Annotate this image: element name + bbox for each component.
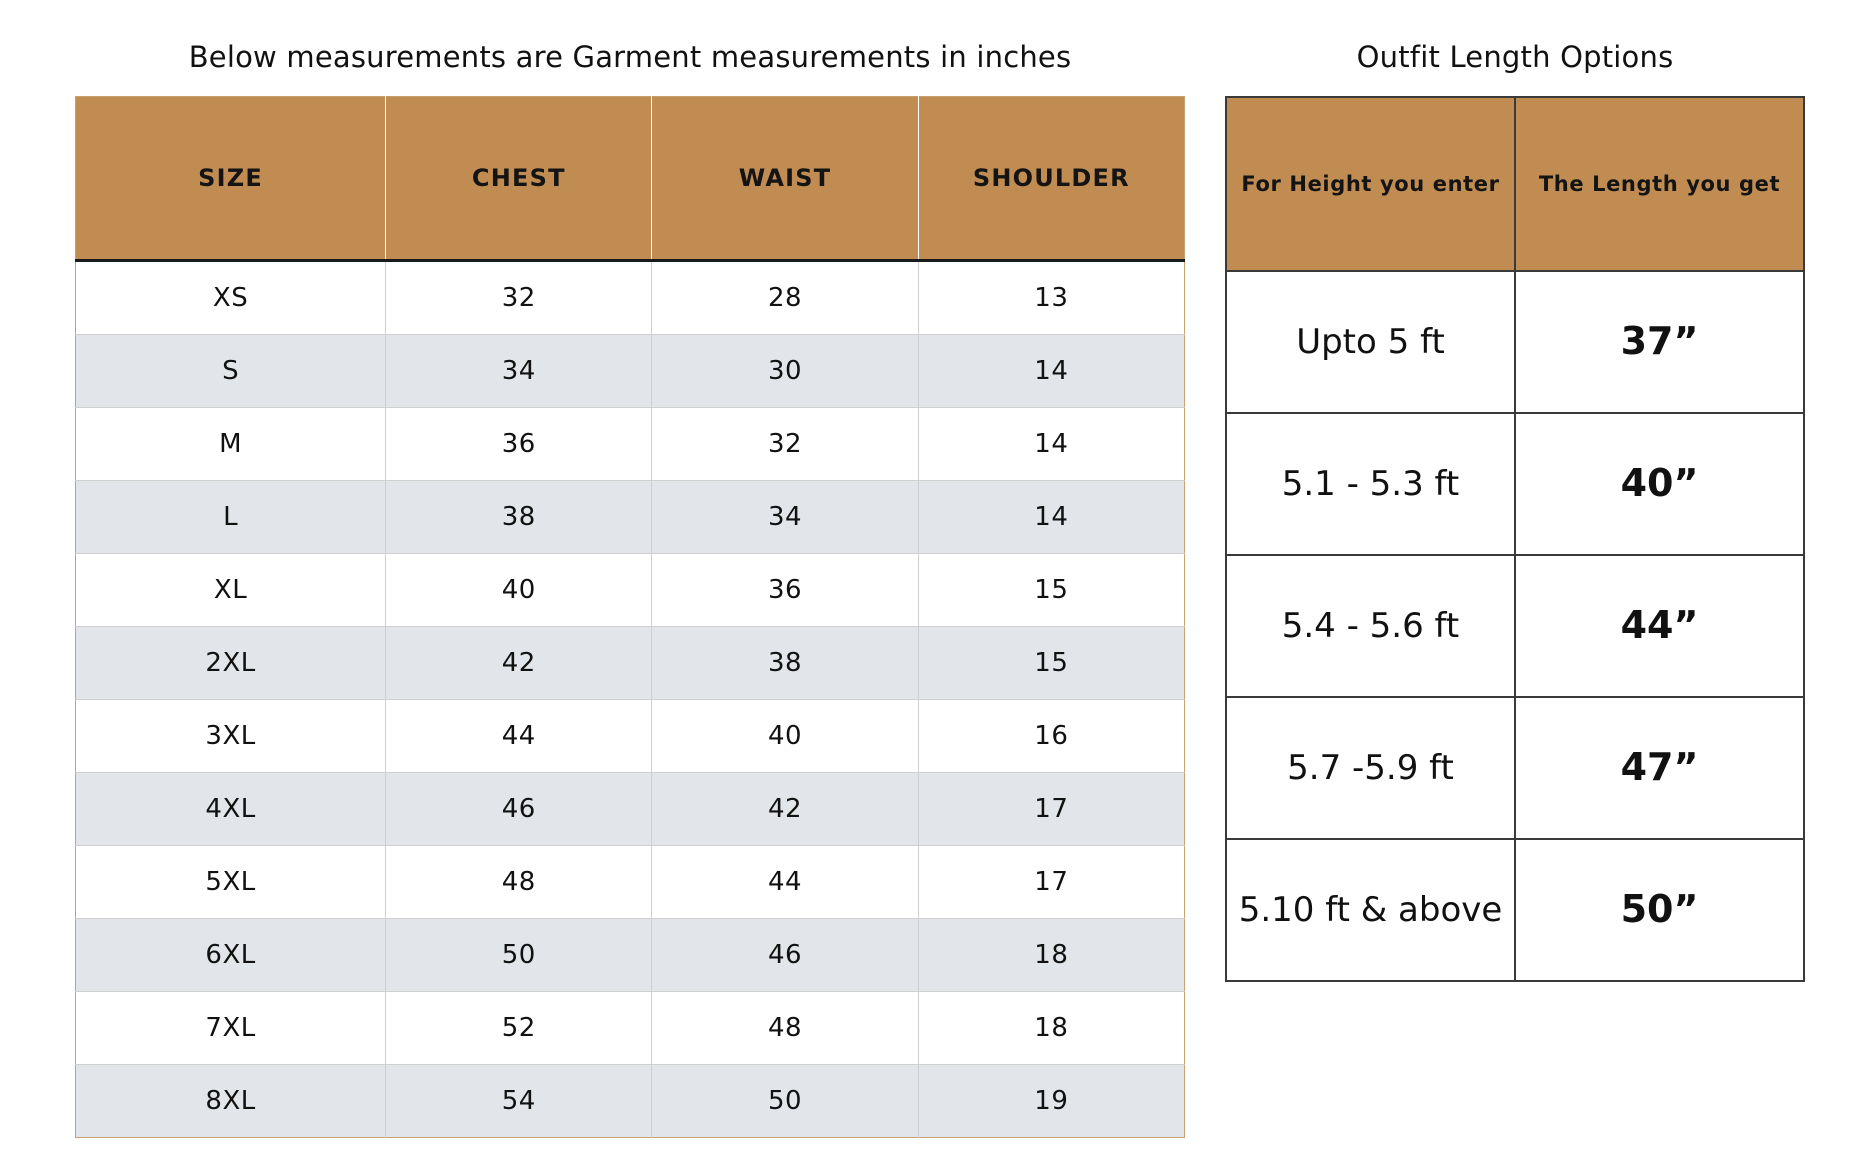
cell-size: S (76, 335, 386, 408)
table-row (76, 919, 1185, 992)
cell-chest: 44 (386, 700, 652, 773)
cell-size: 4XL (76, 773, 386, 846)
table-header-row (76, 97, 1185, 261)
column-header-length: The Length you get (1515, 97, 1804, 271)
cell-shoulder: 18 (918, 919, 1184, 992)
cell-size: 6XL (76, 919, 386, 992)
cell-shoulder: 13 (918, 261, 1184, 335)
cell-chest: 52 (386, 992, 652, 1065)
cell-size: 3XL (76, 700, 386, 773)
cell-shoulder: 14 (918, 335, 1184, 408)
garment-measurements-title: Below measurements are Garment measurements in inches (188, 40, 1072, 74)
cell-chest: 48 (386, 846, 652, 919)
cell-length: 44” (1515, 555, 1804, 697)
cell-shoulder: 16 (918, 700, 1184, 773)
table-row (76, 992, 1185, 1065)
cell-chest: 50 (386, 919, 652, 992)
table-row (1226, 555, 1804, 697)
cell-waist: 42 (652, 773, 918, 846)
table-row (1226, 413, 1804, 555)
table-row (76, 554, 1185, 627)
column-header-size: SIZE (76, 97, 386, 261)
cell-waist: 48 (652, 992, 918, 1065)
cell-waist: 46 (652, 919, 918, 992)
outfit-table-header (1226, 97, 1804, 271)
cell-size: M (76, 408, 386, 481)
column-header-waist: WAIST (652, 97, 918, 261)
cell-waist: 40 (652, 700, 918, 773)
cell-chest: 40 (386, 554, 652, 627)
cell-length: 40” (1515, 413, 1804, 555)
cell-shoulder: 19 (918, 1065, 1184, 1138)
table-row (76, 408, 1185, 481)
cell-height: Upto 5 ft (1226, 271, 1515, 413)
table-row (1226, 697, 1804, 839)
table-row (76, 1065, 1185, 1138)
table-row (76, 335, 1185, 408)
table-row (76, 481, 1185, 554)
cell-waist: 44 (652, 846, 918, 919)
column-header-height: For Height you enter (1226, 97, 1515, 271)
cell-size: XS (76, 261, 386, 335)
cell-size: XL (76, 554, 386, 627)
cell-size: L (76, 481, 386, 554)
table-row (76, 700, 1185, 773)
cell-height: 5.10 ft & above (1226, 839, 1515, 981)
cell-chest: 34 (386, 335, 652, 408)
table-row (76, 261, 1185, 335)
cell-chest: 54 (386, 1065, 652, 1138)
cell-waist: 34 (652, 481, 918, 554)
cell-shoulder: 17 (918, 773, 1184, 846)
outfit-length-table (1225, 96, 1805, 982)
cell-height: 5.1 - 5.3 ft (1226, 413, 1515, 555)
cell-chest: 42 (386, 627, 652, 700)
table-row (76, 627, 1185, 700)
table-header-row (1226, 97, 1804, 271)
outfit-table-body (1226, 271, 1804, 981)
cell-length: 50” (1620, 887, 1699, 932)
garment-table-body (76, 261, 1185, 1138)
cell-length: 47” (1515, 697, 1804, 839)
cell-waist: 32 (652, 408, 918, 481)
cell-waist: 30 (652, 335, 918, 408)
cell-shoulder: 14 (918, 408, 1184, 481)
column-header-chest: CHEST (386, 97, 652, 261)
cell-shoulder: 14 (918, 481, 1184, 554)
cell-shoulder: 17 (918, 846, 1184, 919)
garment-measurements-panel (75, 40, 1185, 1138)
cell-size: 7XL (76, 992, 386, 1065)
cell-shoulder: 15 (918, 627, 1184, 700)
cell-size: 5XL (76, 846, 386, 919)
cell-height: 5.4 - 5.6 ft (1226, 555, 1515, 697)
cell-shoulder: 15 (918, 554, 1184, 627)
cell-chest: 36 (386, 408, 652, 481)
cell-waist: 28 (652, 261, 918, 335)
cell-chest: 46 (386, 773, 652, 846)
garment-measurements-table (75, 96, 1185, 1138)
cell-waist: 36 (652, 554, 918, 627)
cell-waist: 50 (652, 1065, 918, 1138)
table-row (76, 846, 1185, 919)
cell-chest: 32 (386, 261, 652, 335)
table-row (76, 773, 1185, 846)
cell-height: 5.7 -5.9 ft (1226, 697, 1515, 839)
outfit-length-title: Outfit Length Options (1356, 40, 1674, 74)
cell-size: 2XL (76, 627, 386, 700)
outfit-length-panel (1225, 40, 1805, 982)
garment-table-header (76, 97, 1185, 261)
column-header-shoulder: SHOULDER (918, 97, 1184, 261)
cell-chest: 38 (386, 481, 652, 554)
cell-length: 37” (1515, 271, 1804, 413)
cell-waist: 38 (652, 627, 918, 700)
cell-size: 8XL (76, 1065, 386, 1138)
table-row (1226, 271, 1804, 413)
table-row (1226, 839, 1804, 981)
cell-shoulder: 18 (918, 992, 1184, 1065)
